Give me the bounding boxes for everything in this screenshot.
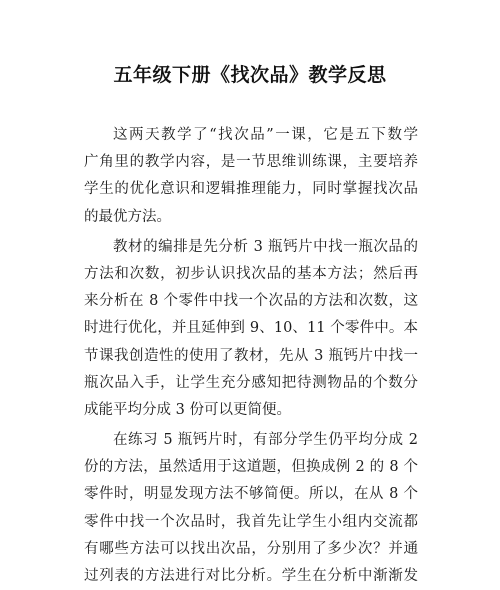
text-line: 有哪些方法可以找出次品，分别用了多少次？并通 xyxy=(84,540,418,557)
text-line: 方法和次数，初步认识找次品的基本方法；然后再 xyxy=(84,265,418,282)
text-line: 这两天教学了“找次品”一课，它是五下数学 xyxy=(113,127,418,143)
paragraph xyxy=(84,234,418,424)
text-line: 学生的优化意识和逻辑推理能力，同时掌握找次品 xyxy=(84,181,418,198)
text-line: 在练习 5 瓶钙片时，有部分学生仍平均分成 2 xyxy=(113,432,418,449)
paragraph xyxy=(84,427,418,590)
text-line: 份的方法，虽然适用于这道题，但换成例 2 的 8 个 xyxy=(84,459,418,476)
text-line: 成能平均分成 3 份可以更简便。 xyxy=(84,401,291,418)
text-line: 零件时，明显发现方法不够简便。所以，在从 8 个 xyxy=(84,486,418,503)
text-line: 广角里的教学内容，是一节思维训练课，主要培养 xyxy=(84,154,418,171)
text-line: 教材的编排是先分析 3 瓶钙片中找一瓶次品的 xyxy=(113,238,418,255)
text-line: 的最优方法。 xyxy=(84,208,171,225)
text-line: 零件中找一个次品时，我首先让学生小组内交流都 xyxy=(84,513,418,530)
text-line: 时进行优化，并且延伸到 9、10、11 个零件中。本 xyxy=(84,320,418,337)
text-line: 瓶次品入手，让学生充分感知把待测物品的个数分 xyxy=(84,374,418,391)
text-line: 过列表的方法进行对比分析。学生在分析中渐渐发 xyxy=(84,568,418,584)
text-line: 来分析在 8 个零件中找一个次品的方法和次数，这 xyxy=(84,293,418,310)
document-title: 五年级下册《找次品》教学反思 xyxy=(113,64,387,86)
document-body xyxy=(84,122,418,590)
paragraph xyxy=(84,122,418,231)
text-line: 节课我创造性的使用了教材，先从 3 瓶钙片中找一 xyxy=(84,347,418,364)
